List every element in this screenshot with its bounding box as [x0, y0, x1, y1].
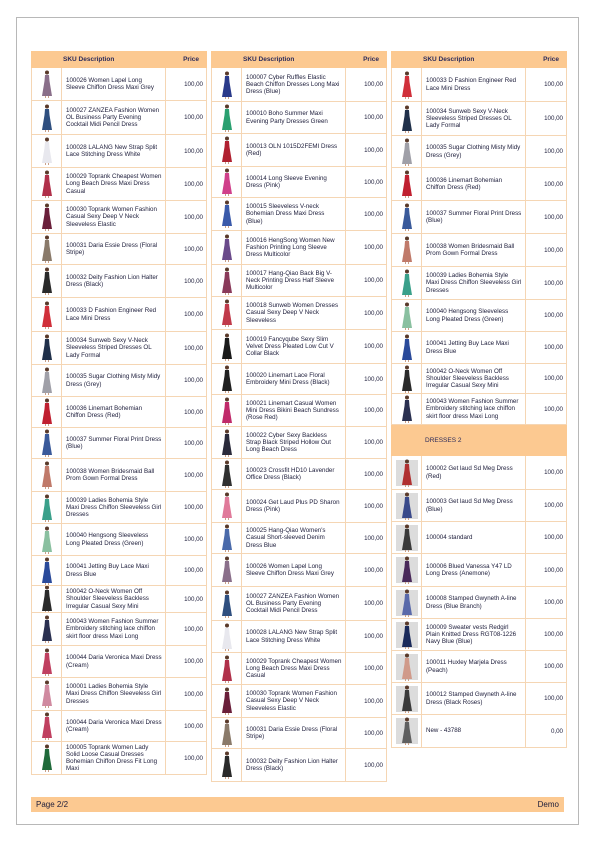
product-thumbnail: [392, 267, 422, 299]
header-price: Price: [183, 56, 199, 63]
table-row: [212, 620, 386, 652]
product-price: 100,00: [544, 469, 563, 476]
product-thumbnail: [212, 167, 242, 197]
product-description: 100008 Stamped Gwyneth A-line Dress (Blue Branch): [422, 587, 526, 618]
table-row: [32, 458, 206, 491]
product-price: 100,00: [184, 180, 203, 188]
table-header: [211, 51, 387, 68]
table-row: [212, 394, 386, 426]
product-description: 100013 OLN 1015D2FEMI Dress (Red): [242, 134, 346, 166]
product-thumbnail: [392, 234, 422, 266]
product-description: 100017 Hang-Qiao Back Big V-Neck Printing Dress Half Sleeve Multicolor: [242, 265, 346, 296]
product-description: 100031 Daria Essie Dress (Floral Stripe): [62, 234, 166, 264]
product-price: 100,00: [184, 536, 203, 543]
product-price: 100,00: [364, 277, 383, 284]
table-row: [32, 200, 206, 233]
product-thumbnail: [32, 524, 62, 555]
product-thumbnail: [392, 201, 422, 233]
product-thumbnail: [32, 613, 62, 645]
table-row: [212, 166, 386, 197]
product-price: 0,00: [550, 727, 563, 735]
product-price: 100,00: [544, 246, 563, 254]
product-price: 100,00: [184, 344, 203, 352]
product-thumbnail: [392, 554, 422, 586]
table-row: [392, 135, 566, 167]
table-row: [392, 553, 566, 586]
product-description: 100032 Deity Fashion Lion Halter Dress (Black): [242, 749, 346, 781]
product-description: 100029 Toprank Cheapest Women Long Beach Dress Maxi Dress Casual: [62, 168, 166, 200]
product-thumbnail: [392, 136, 422, 167]
product-thumbnail: [212, 68, 242, 101]
product-price: 100,00: [184, 377, 203, 384]
table-row: [212, 68, 386, 101]
product-description: 100032 Deity Fashion Lion Halter Dress (Black): [62, 265, 166, 297]
product-description: 100021 Linemart Casual Women Mini Dress Bikini Beach Sundress (Rose Red): [242, 395, 346, 426]
product-thumbnail: [212, 265, 242, 296]
product-price: 100,00: [184, 213, 203, 221]
product-price: 100,00: [184, 625, 203, 633]
product-price: 100,00: [184, 595, 203, 603]
product-price: 100,00: [184, 439, 203, 447]
product-price: 100,00: [544, 279, 563, 287]
product-thumbnail: [32, 234, 62, 264]
table-row: [32, 134, 206, 167]
product-description: 100033 D Fashion Engineer Red Lace Mini Dress: [422, 68, 526, 101]
table-row: [212, 133, 386, 166]
table-row: [212, 489, 386, 522]
product-price: 100,00: [364, 343, 383, 350]
product-thumbnail: [212, 395, 242, 426]
product-thumbnail: [392, 619, 422, 650]
product-price: 100,00: [184, 408, 203, 416]
product-description: 100010 Boho Summer Maxi Evening Party Dresses Green: [242, 102, 346, 133]
product-price: 100,00: [364, 439, 383, 446]
product-thumbnail: [212, 459, 242, 489]
table-row: [392, 101, 566, 135]
product-thumbnail: [32, 742, 62, 774]
table-row: [32, 523, 206, 555]
table-row: [212, 296, 386, 329]
product-description: New - 43788: [422, 715, 526, 747]
table-row: [392, 68, 566, 101]
product-description: 100041 Jetting Buy Lace Maxi Dress Blue: [62, 556, 166, 585]
product-price: 100,00: [364, 244, 383, 251]
product-thumbnail: [32, 459, 62, 491]
table-row: [32, 677, 206, 710]
product-thumbnail: [212, 523, 242, 553]
product-price: 100,00: [544, 599, 563, 606]
product-description: 100003 Get laud Sd Meg Dress (Blue): [422, 490, 526, 521]
product-thumbnail: [212, 231, 242, 264]
table-row: [392, 618, 566, 650]
table-row: [212, 426, 386, 458]
product-rows: [391, 68, 567, 425]
table-row: [32, 396, 206, 427]
table-row: [212, 717, 386, 748]
product-description: 100028 LALANG New Strap Split Lace Stitching Dress White: [242, 621, 346, 652]
product-description: 100011 Huxley Marjela Dress (Peach): [422, 651, 526, 682]
product-description: 100042 O-Neck Women Off Shoulder Sleeveless Backless Irregular Casual Sexy Mini: [62, 586, 166, 612]
product-description: 100023 Crossfit HD10 Lavender Office Dress (Black): [242, 459, 346, 489]
table-row: [212, 101, 386, 133]
product-description: 100039 Ladies Bohemia Style Maxi Dress Chiffon Sleeveless Girl Dresses: [62, 492, 166, 523]
product-thumbnail: [32, 101, 62, 134]
product-description: 100027 ZANZEA Fashion Women OL Business Party Evening Cocktail Midi Pencil Dress: [62, 101, 166, 134]
product-price: 100,00: [364, 81, 383, 88]
product-price: 100,00: [544, 312, 563, 319]
header-sku-description: SKU Description: [423, 56, 475, 63]
header-sku-description: SKU Description: [63, 56, 115, 63]
table-row: [212, 748, 386, 781]
table-row: [392, 331, 566, 363]
product-thumbnail: [392, 364, 422, 393]
product-price: 100,00: [544, 405, 563, 413]
product-thumbnail: [392, 587, 422, 618]
product-thumbnail: [392, 102, 422, 135]
product-description: 100042 O-Neck Women Off Shoulder Sleeveless Backless Irregular Casual Sexy Mini: [422, 364, 526, 393]
product-price: 100,00: [544, 375, 563, 382]
product-price: 100,00: [184, 277, 203, 285]
product-description: 100039 Ladies Bohemia Style Maxi Dress Chiffon Sleeveless Girl Dresses: [422, 267, 526, 299]
product-description: 100031 Daria Essie Dress (Floral Stripe): [242, 718, 346, 748]
product-description: 100019 Fancyqube Sexy Slim Velvet Dress Pleated Low Cut V Collar Black: [242, 330, 346, 363]
product-price: 100,00: [364, 407, 383, 414]
product-price: 100,00: [184, 245, 203, 253]
product-thumbnail: [32, 646, 62, 677]
product-thumbnail: [32, 678, 62, 710]
product-price: 100,00: [364, 633, 383, 640]
product-thumbnail: [392, 715, 422, 747]
product-thumbnail: [212, 330, 242, 363]
product-thumbnail: [212, 427, 242, 458]
product-description: 100025 Hang-Qiao Women's Casual Short-sleeved Denim Dress Blue: [242, 523, 346, 553]
product-price: 100,00: [364, 210, 383, 218]
product-price: 100,00: [184, 567, 203, 574]
table-row: [32, 555, 206, 585]
product-price: 100,00: [364, 375, 383, 383]
product-price: 100,00: [184, 80, 203, 88]
product-price: 100,00: [544, 213, 563, 221]
table-row: [212, 586, 386, 620]
product-description: 100026 Women Lapel Long Sleeve Chiffon Dress Maxi Grey: [242, 554, 346, 586]
product-description: 100027 ZANZEA Fashion Women OL Business Party Evening Cocktail Midi Pencil Dress: [242, 587, 346, 620]
product-description: 100012 Stamped Gwyneth A-line Dress (Black Roses): [422, 683, 526, 714]
table-row: [212, 363, 386, 394]
product-thumbnail: [212, 490, 242, 522]
table-row: [32, 331, 206, 364]
group-product-rows: [391, 456, 567, 748]
product-price: 100,00: [184, 658, 203, 665]
table-row: [212, 329, 386, 363]
product-description: 100044 Daria Veronica Maxi Dress (Cream): [62, 711, 166, 741]
table-row: [212, 230, 386, 264]
product-price: 100,00: [184, 690, 203, 698]
product-description: 100018 Sunweb Women Dresses Casual Sexy Deep V Neck Sleeveless: [242, 297, 346, 329]
product-description: 100043 Women Fashion Summer Embroidery stitching lace chiffon skirt floor dress Maxi Long: [62, 613, 166, 645]
product-description: 100037 Summer Floral Print Dress (Blue): [62, 428, 166, 458]
product-thumbnail: [32, 397, 62, 427]
page-number: Page 2/2: [36, 800, 69, 809]
product-thumbnail: [392, 522, 422, 553]
product-price: 100,00: [364, 697, 383, 705]
product-price: 100,00: [364, 665, 383, 672]
product-column-1: [31, 51, 207, 775]
product-price: 100,00: [364, 146, 383, 154]
product-description: 100029 Toprank Cheapest Women Long Beach Dress Maxi Dress Casual: [242, 653, 346, 684]
table-row: [32, 297, 206, 331]
product-description: 100030 Toprank Women Fashion Casual Sexy Deep V Neck Sleeveless Elastic: [62, 201, 166, 233]
product-description: 100009 Sweater vests Redgirl Plain Knitted Dress RGT08-1226 Navy Blue (Blue): [422, 619, 526, 650]
product-thumbnail: [212, 653, 242, 684]
table-row: [392, 489, 566, 521]
product-thumbnail: [392, 683, 422, 714]
table-row: [392, 200, 566, 233]
product-description: 100033 D Fashion Engineer Red Lace Mini Dress: [62, 298, 166, 331]
product-price: 100,00: [544, 663, 563, 670]
product-thumbnail: [392, 300, 422, 331]
table-row: [212, 684, 386, 717]
table-row: [212, 264, 386, 296]
product-thumbnail: [392, 68, 422, 101]
table-header: [31, 51, 207, 68]
product-price: 100,00: [184, 722, 203, 730]
product-description: 100038 Women Bridesmaid Ball Prom Gown Formal Dress: [422, 234, 526, 266]
product-thumbnail: [32, 332, 62, 364]
product-thumbnail: [392, 651, 422, 682]
product-description: 100040 Hengsong Sleeveless Long Pleated Dress (Green): [62, 524, 166, 555]
product-column-3: [391, 51, 567, 748]
product-price: 100,00: [544, 115, 563, 122]
table-row: [212, 522, 386, 553]
table-row: [32, 68, 206, 100]
table-row: [32, 100, 206, 134]
product-description: 100035 Sugar Clothing Misty Midy Dress (Grey): [62, 365, 166, 396]
product-price: 100,00: [364, 600, 383, 607]
table-row: [32, 612, 206, 645]
table-row: [392, 456, 566, 489]
product-rows: [31, 68, 207, 775]
product-thumbnail: [32, 586, 62, 612]
product-thumbnail: [392, 332, 422, 363]
product-price: 100,00: [364, 502, 383, 510]
product-price: 100,00: [544, 81, 563, 88]
table-row: [392, 363, 566, 393]
table-row: [212, 458, 386, 489]
group-header-dresses-2: DRESSES 2: [391, 425, 567, 456]
product-description: 100041 Jetting Buy Lace Maxi Dress Blue: [422, 332, 526, 363]
product-description: 100002 Get laud Sd Meg Dress (Red): [422, 456, 526, 489]
product-price: 100,00: [364, 729, 383, 737]
table-row: [212, 652, 386, 684]
page-footer: [31, 797, 564, 812]
product-description: 100006 Blued Vanessa Y47 LD Long Dress (Anemone): [422, 554, 526, 586]
table-row: [392, 714, 566, 747]
product-price: 100,00: [364, 178, 383, 186]
product-price: 100,00: [364, 309, 383, 317]
table-row: [212, 197, 386, 230]
product-column-2: [211, 51, 387, 782]
product-description: 100015 Sleeveless V-neck Bohemian Dress Maxi Dress (Blue): [242, 198, 346, 230]
product-price: 100,00: [364, 566, 383, 574]
product-description: 100036 Linemart Bohemian Chiffon Dress (Red): [422, 168, 526, 200]
product-description: 100028 LALANG New Strap Split Lace Stitching Dress White: [62, 135, 166, 167]
product-price: 100,00: [544, 502, 563, 509]
product-price: 100,00: [544, 534, 563, 541]
product-thumbnail: [392, 490, 422, 521]
product-thumbnail: [32, 492, 62, 523]
product-description: 100038 Women Bridesmaid Ball Prom Gown Formal Dress: [62, 459, 166, 491]
table-row: [32, 264, 206, 297]
product-price: 100,00: [184, 504, 203, 511]
product-price: 100,00: [544, 180, 563, 188]
product-thumbnail: [392, 168, 422, 200]
product-description: 100007 Cyber Ruffles Elastic Beach Chiffon Dresses Long Maxi Dress (Blue): [242, 68, 346, 101]
product-description: 100030 Toprank Women Fashion Casual Sexy Deep V Neck Sleeveless Elastic: [242, 685, 346, 717]
table-row: [392, 682, 566, 714]
table-row: [392, 393, 566, 424]
product-description: 100034 Sunweb Sexy V-Neck Sleeveless Striped Dresses OL Lady Formal: [422, 102, 526, 135]
product-thumbnail: [32, 556, 62, 585]
product-description: 100044 Daria Veronica Maxi Dress (Cream): [62, 646, 166, 677]
product-thumbnail: [32, 201, 62, 233]
product-thumbnail: [212, 621, 242, 652]
product-rows: [211, 68, 387, 782]
product-thumbnail: [212, 297, 242, 329]
table-row: [32, 427, 206, 458]
product-price: 100,00: [364, 761, 383, 769]
product-description: 100024 Get Laud Plus PD Sharon Dress (Pink): [242, 490, 346, 522]
product-description: 100020 Linemart Lace Floral Embroidery Mini Dress (Black): [242, 364, 346, 394]
product-description: 100035 Sugar Clothing Misty Midy Dress (Grey): [422, 136, 526, 167]
header-price: Price: [543, 56, 559, 63]
product-description: 100016 HengSong Women New Fashion Printing Long Sleeve Dress Multicolor: [242, 231, 346, 264]
table-row: [32, 233, 206, 264]
product-description: 100026 Women Lapel Long Sleeve Chiffon Dress Maxi Grey: [62, 68, 166, 100]
product-thumbnail: [392, 394, 422, 424]
product-thumbnail: [212, 587, 242, 620]
table-row: [392, 233, 566, 266]
table-row: [392, 299, 566, 331]
product-thumbnail: [212, 685, 242, 717]
product-description: 100043 Women Fashion Summer Embroidery stitching lace chiffon skirt floor dress Maxi Long: [422, 394, 526, 424]
table-row: [392, 650, 566, 682]
table-row: [212, 553, 386, 586]
product-thumbnail: [212, 749, 242, 781]
product-thumbnail: [392, 456, 422, 489]
product-description: 100036 Linemart Bohemian Chiffon Dress (Red): [62, 397, 166, 427]
product-thumbnail: [212, 554, 242, 586]
product-price: 100,00: [364, 534, 383, 542]
product-price: 100,00: [544, 344, 563, 351]
product-description: 100037 Summer Floral Print Dress (Blue): [422, 201, 526, 233]
product-thumbnail: [32, 68, 62, 100]
product-thumbnail: [32, 711, 62, 741]
product-price: 100,00: [184, 311, 203, 318]
product-thumbnail: [212, 134, 242, 166]
product-thumbnail: [32, 428, 62, 458]
table-row: [32, 741, 206, 774]
table-row: [32, 491, 206, 523]
product-thumbnail: [32, 168, 62, 200]
table-row: [392, 266, 566, 299]
product-price: 100,00: [364, 470, 383, 478]
product-thumbnail: [212, 198, 242, 230]
product-description: 100014 Long Sleeve Evening Dress (Pink): [242, 167, 346, 197]
product-thumbnail: [212, 718, 242, 748]
table-row: [32, 645, 206, 677]
product-thumbnail: [32, 265, 62, 297]
product-price: 100,00: [544, 148, 563, 155]
product-description: 100005 Toprank Women Lady Solid Loose Casual Dresses Bohemian Chiffon Dress Fit Long Maxi: [62, 742, 166, 774]
table-row: [392, 586, 566, 618]
product-description: 100001 Ladies Bohemia Style Maxi Dress Chiffon Sleeveless Girl Dresses: [62, 678, 166, 710]
product-thumbnail: [32, 365, 62, 396]
product-price: 100,00: [184, 114, 203, 121]
table-row: [32, 364, 206, 396]
header-price: Price: [363, 56, 379, 63]
product-price: 100,00: [184, 471, 203, 479]
table-row: [392, 521, 566, 553]
product-price: 100,00: [544, 631, 563, 638]
table-row: [392, 167, 566, 200]
product-price: 100,00: [364, 114, 383, 121]
product-thumbnail: [32, 298, 62, 331]
product-thumbnail: [212, 364, 242, 394]
table-row: [32, 167, 206, 200]
product-description: 100040 Hengsong Sleeveless Long Pleated Dress (Green): [422, 300, 526, 331]
table-row: [32, 585, 206, 612]
product-thumbnail: [212, 102, 242, 133]
product-thumbnail: [32, 135, 62, 167]
header-sku-description: SKU Description: [243, 56, 295, 63]
table-header: [391, 51, 567, 68]
product-description: 100022 Cyber Sexy Backless Strap Black Striped Hollow Out Long Beach Dress: [242, 427, 346, 458]
product-description: 100034 Sunweb Sexy V-Neck Sleeveless Striped Dresses OL Lady Formal: [62, 332, 166, 364]
table-row: [32, 710, 206, 741]
report-title: Demo: [537, 800, 559, 809]
product-description: 100004 standard: [422, 522, 526, 553]
product-price: 100,00: [184, 754, 203, 762]
product-price: 100,00: [544, 695, 563, 702]
product-price: 100,00: [184, 147, 203, 155]
product-price: 100,00: [544, 566, 563, 574]
